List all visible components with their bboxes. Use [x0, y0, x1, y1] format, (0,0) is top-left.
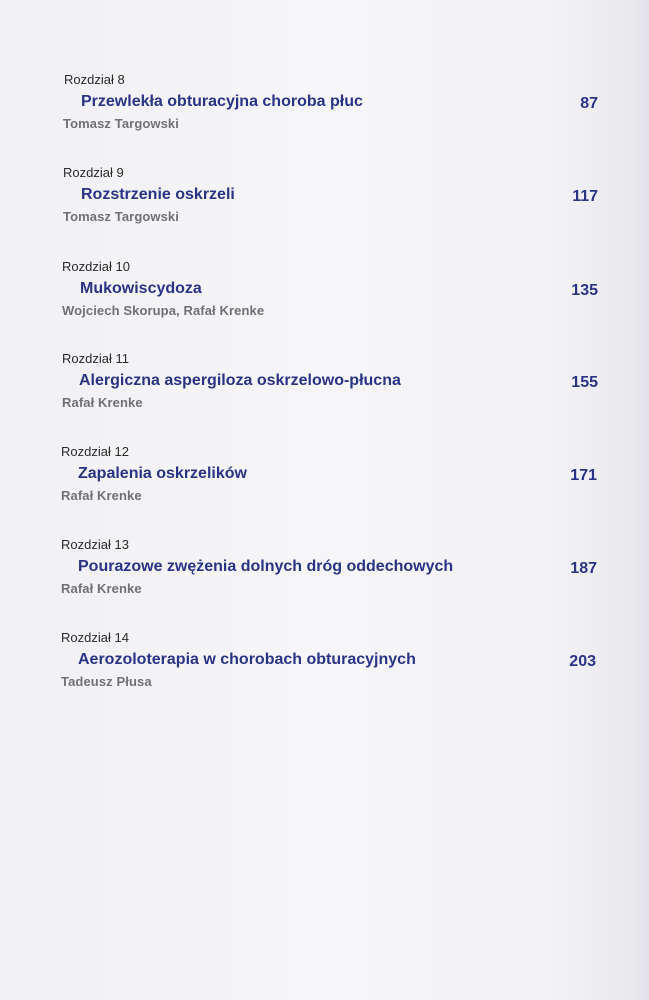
chapter-title: Mukowiscydoza — [80, 280, 202, 297]
toc-entry-chapter-9 — [0, 165, 649, 235]
chapter-page-number: 171 — [570, 467, 597, 484]
toc-entry-chapter-12 — [0, 444, 649, 514]
toc-entry-chapter-14 — [0, 630, 649, 700]
chapter-author: Tadeusz Płusa — [61, 674, 152, 689]
toc-entry-chapter-10 — [0, 259, 649, 329]
chapter-number: Rozdział 10 — [62, 259, 130, 274]
chapter-number: Rozdział 12 — [61, 444, 129, 459]
chapter-page-number: 117 — [572, 188, 598, 205]
chapter-title: Pourazowe zwężenia dolnych dróg oddechowych — [78, 558, 454, 575]
chapter-number: Rozdział 9 — [63, 165, 124, 180]
chapter-number: Rozdział 8 — [64, 72, 125, 87]
chapter-title: Zapalenia oskrzelików — [78, 465, 247, 482]
toc-entry-chapter-8 — [0, 72, 649, 142]
chapter-title: Rozstrzenie oskrzeli — [81, 186, 235, 203]
chapter-number: Rozdział 14 — [61, 630, 129, 645]
chapter-page-number: 155 — [571, 374, 598, 391]
chapter-number: Rozdział 11 — [62, 351, 129, 366]
toc-entry-chapter-11 — [0, 351, 649, 421]
chapter-page-number: 203 — [569, 653, 596, 670]
chapter-title: Przewlekła obturacyjna choroba płuc — [81, 93, 363, 110]
chapter-author: Rafał Krenke — [62, 395, 143, 410]
toc-entry-chapter-13 — [0, 537, 649, 607]
chapter-number: Rozdział 13 — [61, 537, 129, 552]
chapter-author: Rafał Krenke — [61, 581, 142, 596]
chapter-page-number: 87 — [580, 95, 598, 112]
chapter-author: Tomasz Targowski — [63, 116, 179, 131]
chapter-author: Tomasz Targowski — [63, 209, 179, 224]
chapter-page-number: 187 — [570, 560, 597, 577]
chapter-author: Rafał Krenke — [61, 488, 142, 503]
chapter-author: Wojciech Skorupa, Rafał Krenke — [62, 303, 265, 318]
chapter-title: Aerozoloterapia w chorobach obturacyjnych — [78, 651, 416, 668]
chapter-title: Alergiczna aspergiloza oskrzelowo-płucna — [79, 372, 401, 389]
chapter-page-number: 135 — [571, 282, 598, 299]
